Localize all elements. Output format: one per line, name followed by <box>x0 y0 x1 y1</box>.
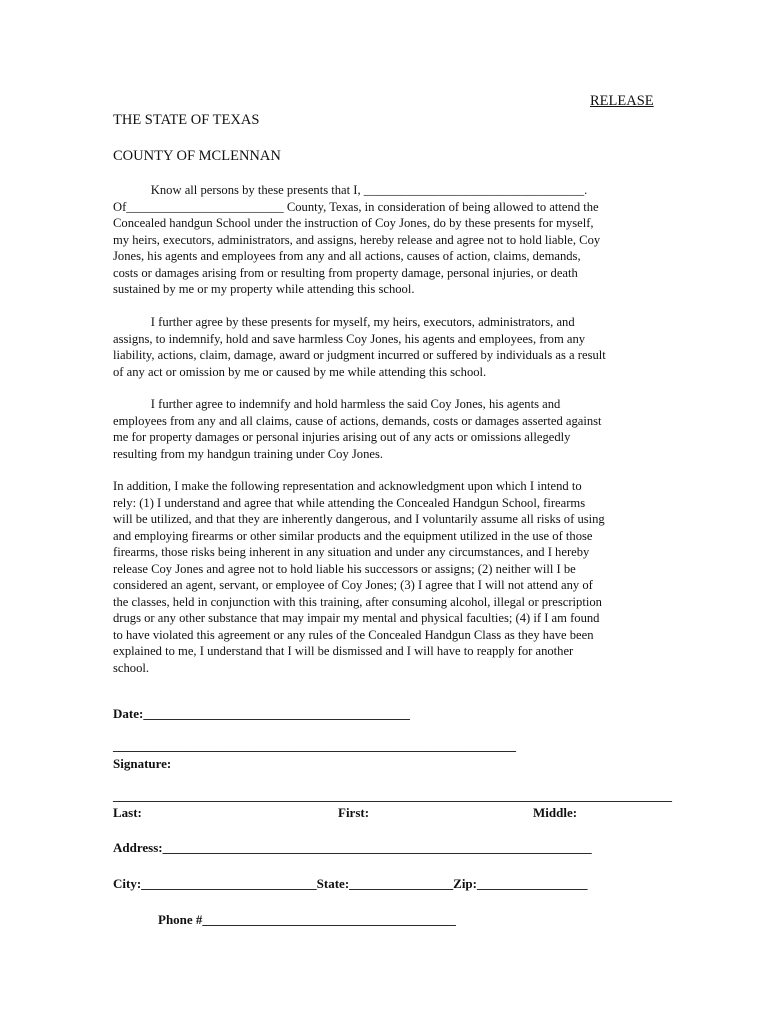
first-name-label: First: <box>338 805 370 820</box>
text-line: liability, actions, claim, damage, award or judgment incurred or suffered by individuals as a result <box>113 348 606 362</box>
text-line: and employing firearms or other similar products and the equipment utilized in the use of those <box>113 528 593 543</box>
text-line: I further agree to indemnify and hold harmless the said Coy Jones, his agents and <box>113 397 561 411</box>
middle-name-label: Middle: <box>533 805 578 820</box>
text-line: me for property damages or personal injuries arising out of any acts or omissions allegedly <box>113 430 571 444</box>
paragraph-release <box>113 182 659 298</box>
text-line: costs or damages arising from or resulting from property damage, personal injuries, or death <box>113 265 578 280</box>
text-line: explained to me, I understand that I will be dismissed and I will have to reapply for another <box>113 644 574 658</box>
county-heading: COUNTY OF MCLENNAN <box>113 148 281 164</box>
paragraph-acknowledgment <box>113 478 659 676</box>
text-line: of any act or omission by me or caused by me while attending this school. <box>113 364 487 379</box>
text-line: Of_________________________ County, Texas, in consideration of being allowed to attend the <box>113 199 599 214</box>
text-line: school. <box>113 660 150 675</box>
text-line: the classes, held in conjunction with this training, after consuming alcohol, illegal or prescription <box>113 594 602 609</box>
text-line: Concealed handgun School under the instruction of Coy Jones, do by these presents for myself, <box>113 216 594 230</box>
text-line: Know all persons by these presents that I, ___________________________________. <box>113 183 588 197</box>
text-line: sustained by me or my property while attending this school. <box>113 282 415 296</box>
text-line: to have violated this agreement or any rules of the Concealed Handgun Class as they have been <box>113 627 594 642</box>
signature-label: Signature: <box>113 756 172 771</box>
text-line: resulting from my handgun training under Coy Jones. <box>113 446 384 461</box>
last-name-label: Last: <box>113 805 142 820</box>
text-line: will be utilized, and that they are inherently dangerous, and I voluntarily assume all risks of using <box>113 512 605 526</box>
text-line: considered an agent, servant, or employee of Coy Jones; (3) I agree that I will not attend any of <box>113 578 593 592</box>
text-line: release Coy Jones and agree not to hold liable his successors or assigns; (2) neither will I be <box>113 561 576 576</box>
name-field[interactable]: ______________________________________________________________________________________ <box>113 788 672 803</box>
date-field[interactable]: Date:_________________________________________ <box>113 706 410 721</box>
text-line: Jones, his agents and employees from any and all actions, causes of action, claims, demands, <box>113 249 581 263</box>
text-line: employees from any and all claims, cause of actions, demands, costs or damages asserted against <box>113 413 602 428</box>
text-line: rely: (1) I understand and agree that while attending the Concealed Handgun School, firearms <box>113 495 586 510</box>
text-line: firearms, those risks being inherent in any situation and under any circumstances, and I hereby <box>113 545 590 559</box>
text-line: In addition, I make the following representation and acknowledgment upon which I intend to <box>113 479 582 493</box>
text-line: assigns, to indemnify, hold and save harmless Coy Jones, his agents and employees, from any <box>113 331 586 346</box>
text-line: my heirs, executors, administrators, and assigns, hereby release and agree not to hold liable, Coy <box>113 232 601 247</box>
paragraph-indemnify <box>113 314 659 380</box>
paragraph-hold-harmless <box>113 396 659 462</box>
city-state-zip-field[interactable]: City:___________________________State:________________Zip:_________________ <box>113 876 588 891</box>
text-line: drugs or any other substance that may impair my mental and physical faculties; (4) if I am found <box>113 611 600 625</box>
signature-field[interactable]: ______________________________________________________________ <box>113 738 516 753</box>
document-title: RELEASE <box>590 93 654 109</box>
text-line: I further agree by these presents for myself, my heirs, executors, administrators, and <box>113 315 575 329</box>
address-field[interactable]: Address:__________________________________________________________________ <box>113 840 592 855</box>
phone-field[interactable]: Phone #_______________________________________ <box>158 912 456 927</box>
state-heading: THE STATE OF TEXAS <box>113 112 260 128</box>
